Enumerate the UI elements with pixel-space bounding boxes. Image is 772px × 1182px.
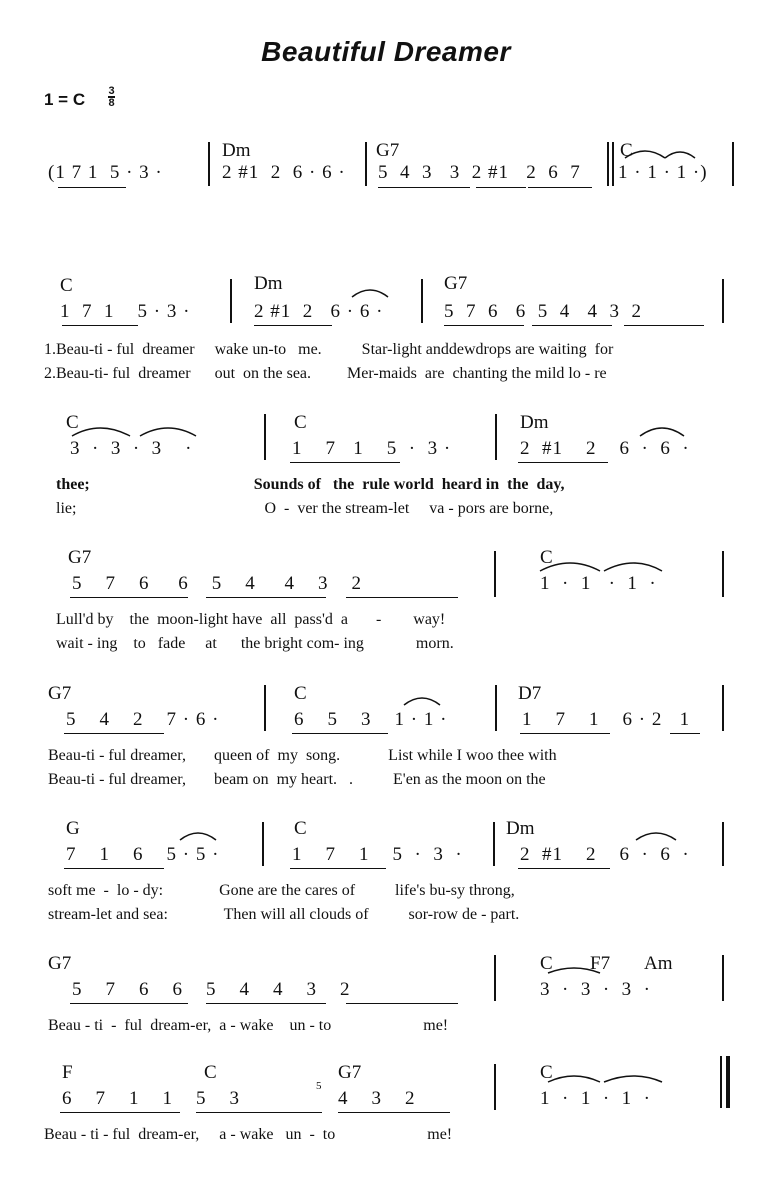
lyric-verse-1: Lull'd by the moon-light have all pass'd a - way!	[56, 611, 446, 628]
lyric-verse-1: thee; Sounds of the rule world heard in the day,	[56, 476, 565, 493]
chord-label: C	[294, 818, 307, 839]
chord-label: D7	[518, 683, 542, 704]
chord-label: C	[60, 275, 73, 296]
slur-marks	[0, 683, 772, 743]
lyric-verse-2: Beau-ti - ful dreamer, beam on my heart. . E'en as the moon on the	[48, 771, 546, 788]
measure-notes: 5 7 6 6 5 4 4 3 2	[444, 301, 642, 322]
measure-notes: 6 5 3 1 · 1 ·	[294, 709, 448, 730]
system-8	[0, 1062, 772, 1182]
measure-notes: 3 · 3 · 3 ·	[70, 438, 193, 459]
chord-label: G7	[48, 683, 72, 704]
slur-marks	[0, 953, 772, 1013]
measure-notes: 1 7 1 6 · 2 1	[522, 709, 691, 730]
grace-note: 5	[316, 1080, 322, 1092]
chord-label: C	[620, 140, 633, 161]
system-3	[0, 410, 772, 530]
slur-marks	[0, 273, 772, 333]
measure-notes: 3 · 3 · 3 ·	[540, 979, 651, 1000]
lyric-verse-2: stream-let and sea: Then will all clouds of sor-row de - part.	[48, 906, 520, 923]
measure-notes: 1 · 1 · 1 ·	[540, 573, 657, 594]
measure-notes: 2 #1 2 6 · 6 ·	[222, 162, 346, 183]
page-title: Beautiful Dreamer	[261, 36, 511, 67]
system-6	[0, 818, 772, 938]
system-5	[0, 683, 772, 803]
chord-label: C	[204, 1062, 217, 1083]
chord-label: F	[62, 1062, 73, 1083]
system-2	[0, 273, 772, 393]
measure-notes: 5 7 6 6 5 4 4 3 2	[72, 573, 362, 594]
time-signature	[108, 86, 115, 108]
lyric-verse-2: lie; O - ver the stream-let va - pors are borne,	[56, 500, 554, 517]
chord-label: C	[540, 953, 553, 974]
chord-label: Dm	[506, 818, 535, 839]
measure-notes: 2 #1 2 6 · 6 ·	[520, 438, 690, 459]
measure-notes: 1 · 1 · 1 ·	[540, 1088, 651, 1109]
meter-bottom: 8	[108, 97, 115, 109]
chord-label: G7	[48, 953, 72, 974]
measure-notes: 4 3 2	[338, 1088, 416, 1109]
meter-top: 3	[108, 85, 115, 97]
chord-label: G7	[444, 273, 468, 294]
chord-label: Dm	[520, 412, 549, 433]
lyric-verse-2: 2.Beau-ti- ful dreamer out on the sea. Mer-maids are chanting the mild lo - re	[44, 365, 607, 382]
measure-notes: (1 7 1 5 · 3 ·	[48, 162, 163, 183]
key-signature: 1 = C	[44, 90, 86, 109]
measure-notes: 2 #1 2 6 · 6 ·	[254, 301, 384, 322]
lyric-verse-2: wait - ing to fade at the bright com- ing morn.	[56, 635, 454, 652]
chord-label: C	[540, 1062, 553, 1083]
lyric-verse-1: Beau - ti - ful dream-er, a - wake un - to me!	[44, 1126, 453, 1143]
measure-notes: 5 7 6 6 5 4 4 3 2	[72, 979, 351, 1000]
measure-notes: 1 · 1 · 1 ·)	[618, 162, 708, 183]
measure-notes: 7 1 6 5 · 5 ·	[66, 844, 220, 865]
slur-marks	[0, 818, 772, 878]
measure-notes: 1 7 1 5 · 3 ·	[60, 301, 191, 322]
chord-label: F7	[590, 953, 611, 974]
slur-marks	[0, 547, 772, 607]
lyric-verse-1: soft me - lo - dy: Gone are the cares of life's bu-sy throng,	[48, 882, 515, 899]
chord-label: C	[66, 412, 79, 433]
chord-label: G7	[68, 547, 92, 568]
slur-marks	[0, 140, 772, 200]
lyric-verse-1: Beau-ti - ful dreamer, queen of my song. List while I woo thee with	[48, 747, 557, 764]
measure-notes: 2 #1 2 6 · 6 ·	[520, 844, 690, 865]
system-4	[0, 547, 772, 667]
lyric-verse-1: 1.Beau-ti - ful dreamer wake un-to me. Star-light anddewdrops are waiting for	[44, 341, 614, 358]
chord-label: C	[540, 547, 553, 568]
chord-label: C	[294, 683, 307, 704]
chord-label: Dm	[254, 273, 283, 294]
chord-label: G	[66, 818, 80, 839]
measure-notes: 5 4 3 3 2 #1 2 6 7	[378, 162, 581, 183]
chord-label: G7	[338, 1062, 362, 1083]
system-1	[0, 140, 772, 260]
chord-label: G7	[376, 140, 400, 161]
measure-notes: 6 7 1 1 5 3	[62, 1088, 240, 1109]
chord-label: Dm	[222, 140, 251, 161]
chord-label: C	[294, 412, 307, 433]
system-7	[0, 953, 772, 1073]
slur-marks	[0, 410, 772, 470]
measure-notes: 1 7 1 5 · 3 ·	[292, 844, 463, 865]
slur-marks	[0, 1062, 772, 1122]
lyric-verse-1: Beau - ti - ful dream-er, a - wake un - to me!	[48, 1017, 449, 1034]
measure-notes: 5 4 2 7 · 6 ·	[66, 709, 220, 730]
measure-notes: 1 7 1 5 · 3 ·	[292, 438, 452, 459]
chord-label: Am	[644, 953, 673, 974]
